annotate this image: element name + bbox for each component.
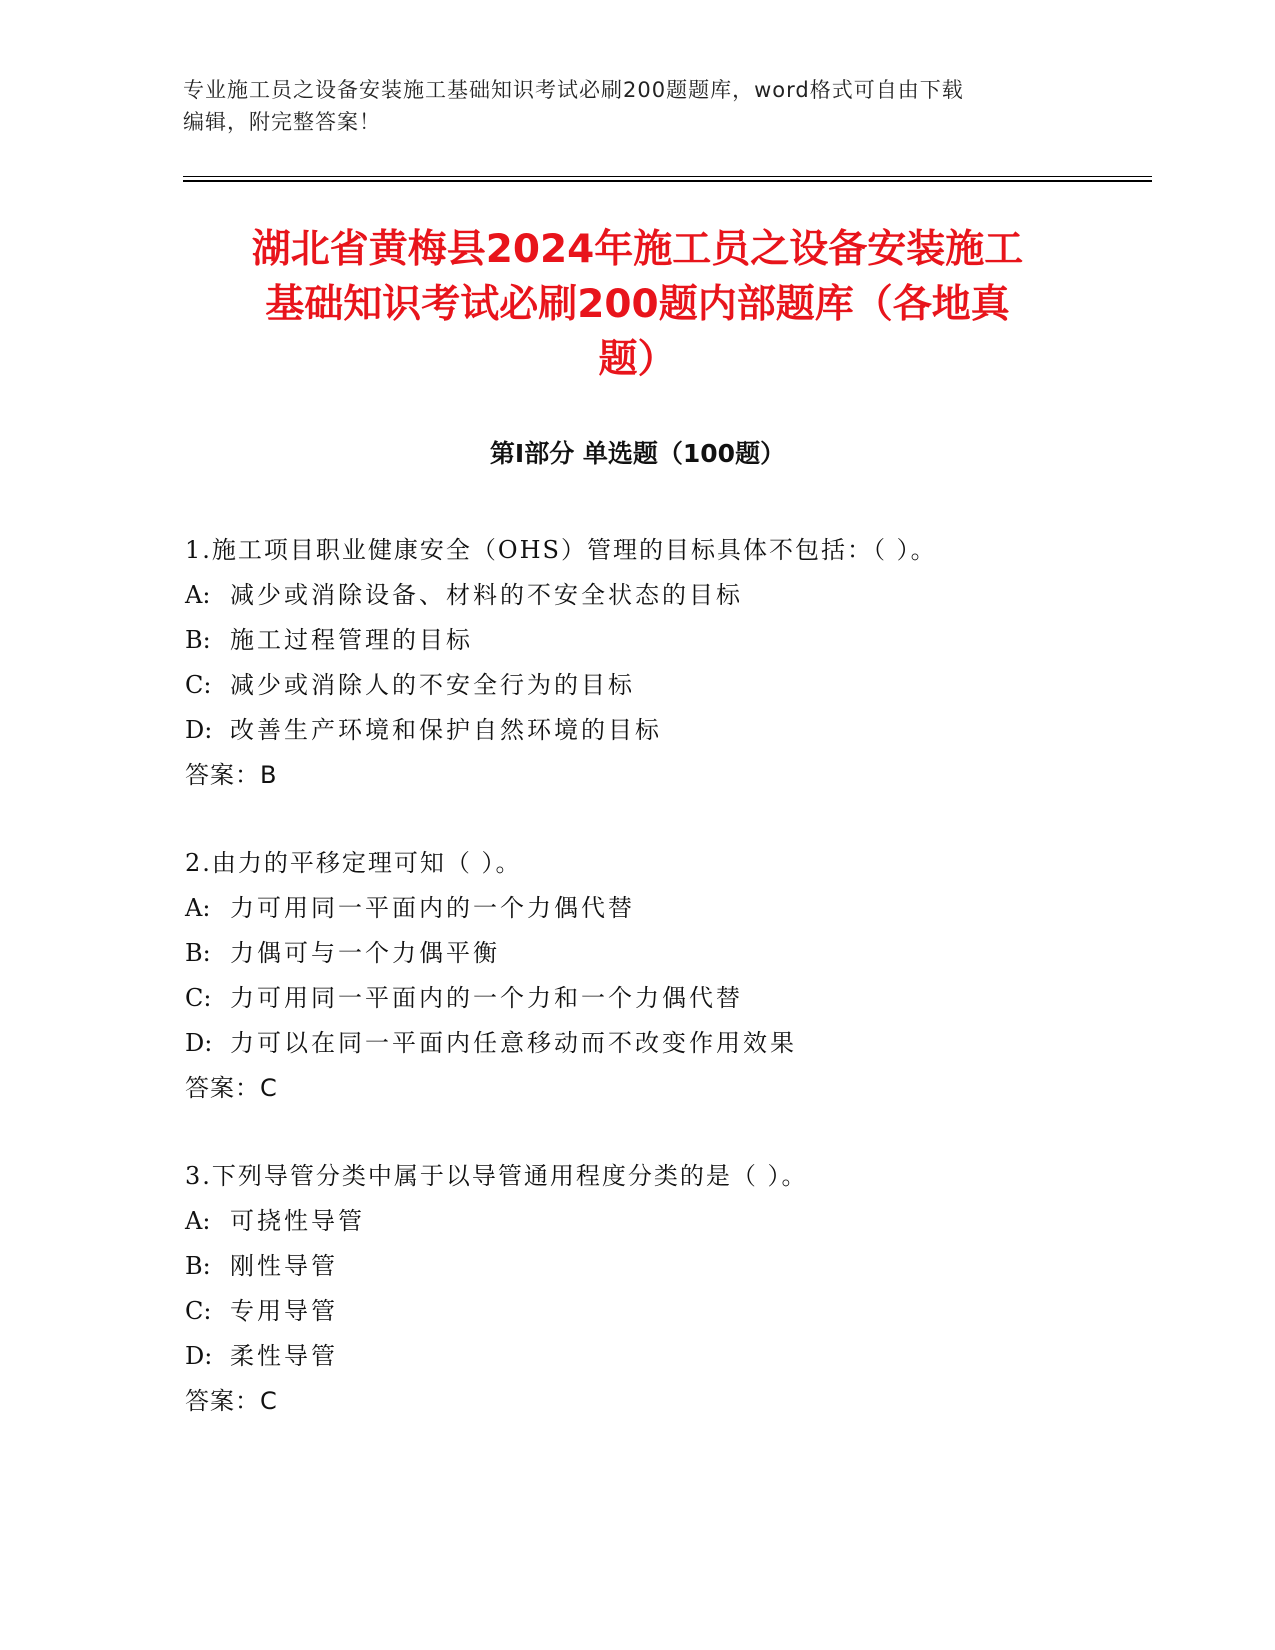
option-c <box>185 1289 1145 1334</box>
option-text: 柔性导管 <box>230 1342 338 1370</box>
header-note-line-1: 专业施工员之设备安装施工基础知识考试必刷200题题库，word格式可自由下载 <box>183 78 964 102</box>
option-d <box>185 1021 1145 1066</box>
option-key: A: <box>185 894 211 922</box>
option-key: A: <box>185 581 211 609</box>
option-key: C: <box>185 984 212 1012</box>
option-d <box>185 708 1145 753</box>
question-stem: 1.施工项目职业健康安全（OHS）管理的目标具体不包括：（ ）。 <box>185 536 937 564</box>
option-key: D: <box>185 716 213 744</box>
section-heading: 第Ⅰ部分 单选题（100题） <box>489 439 786 468</box>
question-1 <box>185 528 1145 798</box>
option-key: D: <box>185 1029 213 1057</box>
option-key: C: <box>185 671 212 699</box>
option-key: D: <box>185 1342 213 1370</box>
option-text: 施工过程管理的目标 <box>230 626 473 654</box>
option-d <box>185 1334 1145 1379</box>
header-note <box>183 74 1063 138</box>
option-b <box>185 618 1145 663</box>
option-text: 减少或消除人的不安全行为的目标 <box>230 671 635 699</box>
option-text: 力可用同一平面内的一个力偶代替 <box>230 894 635 922</box>
question-2 <box>185 841 1145 1111</box>
option-text: 减少或消除设备、材料的不安全状态的目标 <box>230 581 743 609</box>
answer-line: 答案：B <box>185 761 278 789</box>
header-divider-thick <box>183 180 1152 182</box>
question-list <box>185 528 1145 1467</box>
option-a <box>185 886 1145 931</box>
title-line-3: 题） <box>598 337 677 382</box>
option-b <box>185 1244 1145 1289</box>
title-line-1: 湖北省黄梅县2024年施工员之设备安装施工 <box>251 227 1024 272</box>
document-title <box>150 222 1125 387</box>
option-a <box>185 573 1145 618</box>
option-key: B: <box>185 939 211 967</box>
option-a <box>185 1199 1145 1244</box>
question-stem: 3.下列导管分类中属于以导管通用程度分类的是（ ）。 <box>185 1162 808 1190</box>
option-b <box>185 931 1145 976</box>
header-divider-thin <box>183 176 1152 177</box>
option-key: B: <box>185 626 211 654</box>
option-c <box>185 663 1145 708</box>
option-text: 刚性导管 <box>230 1252 338 1280</box>
option-c <box>185 976 1145 1021</box>
title-line-2: 基础知识考试必刷200题内部题库（各地真 <box>265 282 1010 327</box>
option-text: 可挠性导管 <box>230 1207 365 1235</box>
option-key: A: <box>185 1207 211 1235</box>
option-text: 改善生产环境和保护自然环境的目标 <box>230 716 662 744</box>
answer-line: 答案：C <box>185 1387 278 1415</box>
option-key: B: <box>185 1252 211 1280</box>
option-text: 专用导管 <box>230 1297 338 1325</box>
question-3 <box>185 1154 1145 1424</box>
option-key: C: <box>185 1297 212 1325</box>
header-note-line-2: 编辑，附完整答案！ <box>183 110 381 134</box>
option-text: 力偶可与一个力偶平衡 <box>230 939 500 967</box>
option-text: 力可用同一平面内的一个力和一个力偶代替 <box>230 984 743 1012</box>
answer-line: 答案：C <box>185 1074 278 1102</box>
question-stem: 2.由力的平移定理可知（ ）。 <box>185 849 522 877</box>
option-text: 力可以在同一平面内任意移动而不改变作用效果 <box>230 1029 797 1057</box>
